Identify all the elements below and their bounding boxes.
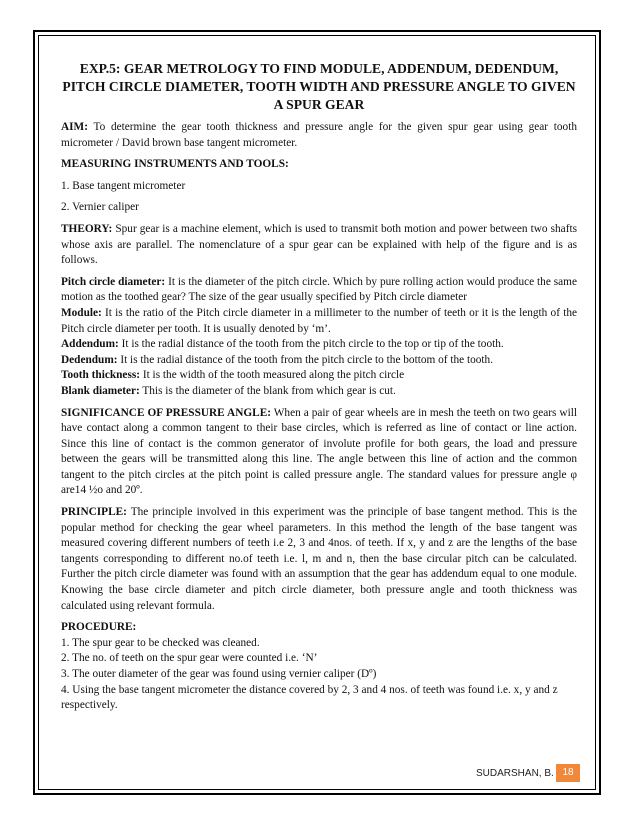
definition-text: It is the radial distance of the tooth from the pitch circle to the bottom of the tooth. [117,353,494,366]
theory-paragraph [61,222,577,269]
procedure-step: 4. Using the base tangent micrometer the distance covered by 2, 3 and 4 nos. of teeth was found i.e. x, y and z respectively. [61,683,558,712]
definition-blank-diameter [61,384,577,400]
definition-label: Addendum: [61,338,119,351]
instrument-item: 1. Base tangent micrometer [61,179,186,192]
definition-label: Module: [61,306,102,319]
definition-dedendum [61,353,577,369]
definition-tooth-thickness [61,368,577,384]
page-title: EXP.5: GEAR METROLOGY TO FIND MODULE, ADDENDUM, DEDENDUM, PITCH CIRCLE DIAMETER, TOOTH WIDTH AND PRESSURE ANGLE TO GIVEN A SPUR GEAR [62,61,576,112]
principle-label: PRINCIPLE: [61,506,127,519]
theory-text: Spur gear is a machine element, which is used to transmit both motion and power between two shafts whose axis are parallel. The nomenclature of a spur gear can be explained with help of the figure and is as follows. [61,222,577,267]
definition-label: Dedendum: [61,353,118,366]
definition-label: Pitch circle diameter: [61,275,166,288]
definition-text: It is the radial distance of the tooth from the pitch circle to the top or tip of the tooth. [118,338,504,351]
aim-label: AIM: [61,121,88,133]
definition-label: Tooth thickness: [61,369,140,382]
instruments-heading: MEASURING INSTRUMENTS AND TOOLS: [61,158,289,171]
principle-paragraph [61,505,577,614]
footer-author: SUDARSHAN, B. [476,768,554,779]
definition-text: It is the width of the tooth measured along the pitch circle [140,369,405,382]
definition-text: It is the ratio of the Pitch circle diameter in a millimeter to the number of teeth or it is the length of the Pitch circle diameter per tooth. It is usually denoted by ‘m’. [61,306,577,335]
aim-paragraph [61,120,577,151]
significance-paragraph [61,406,577,500]
definition-module [61,306,577,337]
procedure-heading: PROCEDURE: [61,621,137,634]
definition-pitch-circle-diameter [61,275,577,306]
definition-text: It is the diameter of the pitch circle. Which by pure rolling action would produce the same motion as the toothed gear? The size of the gear usually specified by Pitch circle diameter [61,275,577,304]
principle-text: The principle involved in this experiment was the principle of base tangent method. This is the popular method for checking the gear wheel parameters. In this method the length of the base tangent was measured covering different numbers of teeth i.e 2, 3 and 4nos. of teeth. If x, y and z are the lengths of the base tangents corresponding to different no.of teeth i.e. l, m and n, then the base circular pitch can be calculated. Further the pitch circle diameter was found with an assumption that the gear has addendum equal to one module. Knowing the base circle diameter and pitch circle diameter, both pressure angle and tooth thickness was calculated using relevant formula. [61,506,577,612]
procedure-step: 1. The spur gear to be checked was cleaned. [61,636,260,649]
significance-text: When a pair of gear wheels are in mesh the teeth on two gears will have contact along a common tangent to their base circles, which is referred as line of contact or line action. Since this line of contact is the common generator of involute profile for both gears, the load and pressure between the gears will be transmitted along this line. The angle between this line of action and the common tangent to the pitch circles at the pitch point is called pressure angle. The standard values for pressure angle φ are14 ½o and 20º. [61,406,577,497]
significance-label: SIGNIFICANCE OF PRESSURE ANGLE: [61,406,271,419]
procedure-step: 2. The no. of teeth on the spur gear were counted i.e. ‘N’ [61,652,318,665]
procedure-step: 3. The outer diameter of the gear was found using vernier caliper (Dº) [61,668,377,680]
aim-text: To determine the gear tooth thickness and pressure angle for the given spur gear using gear tooth micrometer / David brown base tangent micrometer. [61,121,577,149]
definition-text: This is the diameter of the blank from which gear is cut. [139,384,396,397]
page-number-badge: 18 [556,764,580,782]
definition-addendum [61,337,577,353]
definition-label: Blank diameter: [61,384,140,397]
instrument-item: 2. Vernier caliper [61,201,139,214]
theory-label: THEORY: [61,222,113,235]
document-body [61,60,577,714]
